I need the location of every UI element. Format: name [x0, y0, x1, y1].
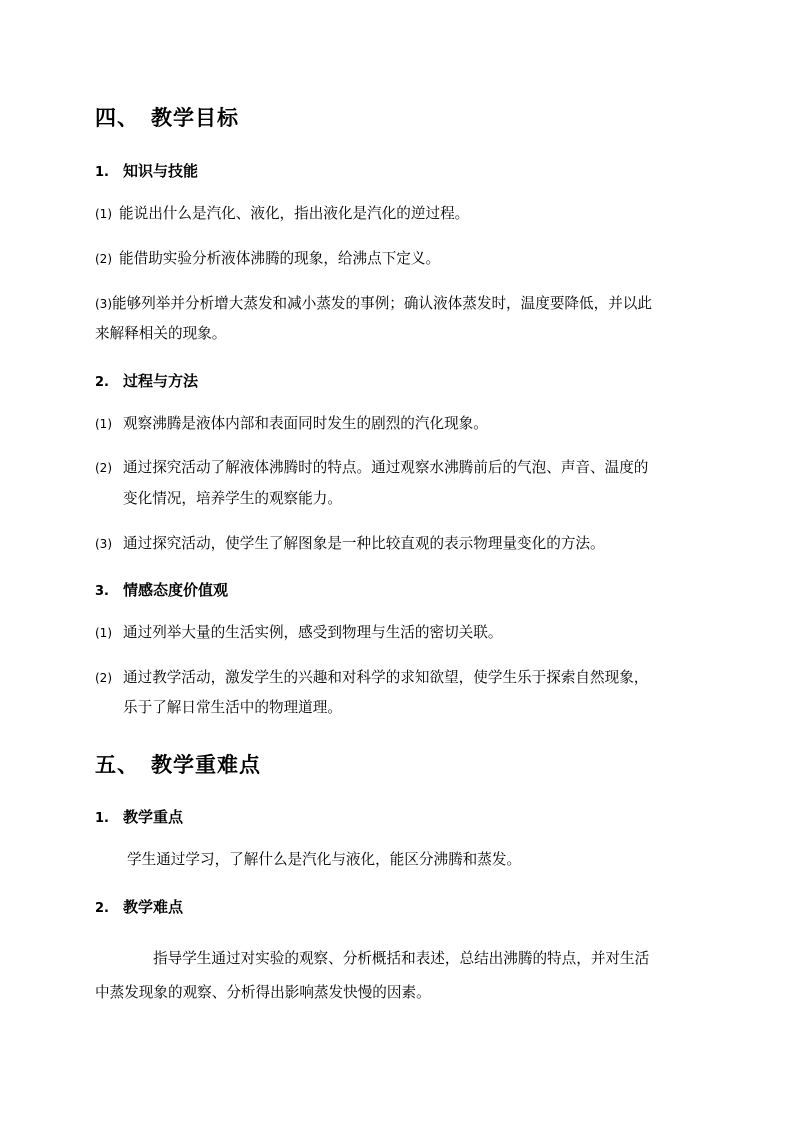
section-number: 五、: [95, 753, 139, 777]
subsection-heading-knowledge: [95, 160, 198, 181]
item-text-line2: 变化情况，培养学生的观察能力。: [123, 490, 342, 507]
list-item: [95, 667, 648, 689]
item-marker: (3): [95, 297, 112, 311]
paragraph-difficulty-line2: 中蒸发现象的观察、分析得出影响蒸发快慢的因素。: [95, 984, 431, 1001]
item-text: 能借助实验分析液体沸腾的现象，给沸点下定义。: [119, 250, 441, 267]
list-item: [95, 293, 652, 315]
item-text: 通过探究活动，使学生了解图象是一种比较直观的表示物理量变化的方法。: [123, 535, 605, 552]
item-marker: (1): [95, 207, 112, 221]
subsection-number: 1.: [95, 165, 109, 180]
paragraph-difficulty-line1: 指导学生通过对实验的观察、分析概括和表述，总结出沸腾的特点，并对生活: [153, 950, 650, 967]
item-marker: (1): [95, 626, 112, 640]
list-item: [95, 622, 502, 644]
subsection-heading-difficulty: [95, 896, 183, 917]
paragraph-focus: 学生通过学习，了解什么是汽化与液化，能区分沸腾和蒸发。: [127, 851, 522, 868]
subsection-number: 2.: [95, 901, 109, 916]
subsection-number: 3.: [95, 584, 109, 599]
subsection-heading-focus: [95, 806, 183, 827]
list-item: [95, 248, 440, 270]
section-title: 教学重难点: [151, 753, 261, 777]
list-item: [95, 533, 605, 555]
item-marker: (2): [95, 252, 112, 266]
subsection-heading-attitude: [95, 579, 228, 600]
subsection-heading-process: [95, 370, 198, 391]
list-item: [95, 457, 648, 479]
section-title: 教学目标: [151, 106, 239, 130]
subsection-title: 情感态度价值观: [123, 581, 229, 599]
item-text-line2: 来解释相关的现象。: [95, 325, 227, 342]
item-text-line1: 能够列举并分析增大蒸发和减小蒸发的事例；确认液体蒸发时，温度要降低，并以此: [112, 295, 652, 312]
item-text: 能说出什么是汽化、液化，指出液化是汽化的逆过程。: [119, 205, 470, 222]
list-item: [95, 413, 488, 435]
subsection-number: 2.: [95, 375, 109, 390]
item-marker: (3): [95, 537, 112, 551]
item-marker: (2): [95, 461, 112, 475]
section-heading-key-points: [95, 749, 261, 779]
item-text-line1: 通过教学活动，激发学生的兴趣和对科学的求知欲望，使学生乐于探索自然现象，: [123, 669, 649, 686]
item-text: 观察沸腾是液体内部和表面同时发生的剧烈的汽化现象。: [123, 415, 488, 432]
item-marker: (2): [95, 671, 112, 685]
subsection-number: 1.: [95, 811, 109, 826]
subsection-title: 教学重点: [123, 808, 184, 826]
item-marker: (1): [95, 417, 112, 431]
subsection-title: 知识与技能: [123, 162, 199, 180]
section-number: 四、: [95, 106, 139, 130]
subsection-title: 过程与方法: [123, 372, 199, 390]
list-item: [95, 203, 469, 225]
subsection-title: 教学难点: [123, 898, 184, 916]
item-text: 通过列举大量的生活实例，感受到物理与生活的密切关联。: [123, 624, 503, 641]
item-text-line1: 通过探究活动了解液体沸腾时的特点。通过观察水沸腾前后的气泡、声音、温度的: [123, 459, 649, 476]
section-heading-objectives: [95, 102, 239, 132]
item-text-line2: 乐于了解日常生活中的物理道理。: [123, 699, 342, 716]
